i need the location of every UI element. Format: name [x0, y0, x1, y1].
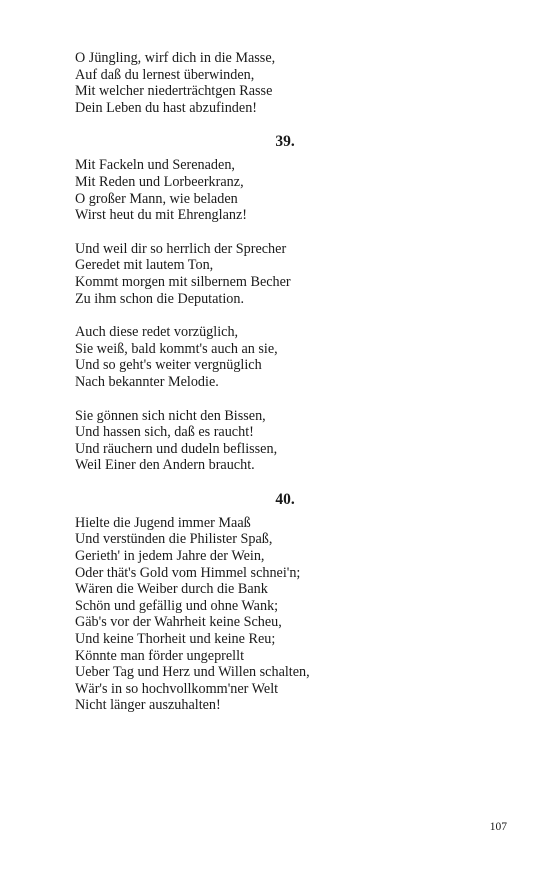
- verse-line: Mit Fackeln und Serenaden,: [75, 157, 235, 174]
- verse-line: Dein Leben du hast abzufinden!: [75, 99, 258, 116]
- verse-line: Auch diese redet vorzüglich,: [75, 324, 239, 341]
- verse-line: Sie gönnen sich nicht den Bissen,: [75, 407, 266, 424]
- verse-line: Wären die Weiber durch die Bank: [75, 581, 268, 598]
- verse-line: Nach bekannter Melodie.: [75, 373, 219, 390]
- verse-line: Schön und gefällig und ohne Wank;: [75, 597, 279, 614]
- stanza: [75, 324, 495, 390]
- verse-line: Und verstünden die Philister Spaß,: [75, 531, 273, 548]
- verse-line: Und so geht's weiter vergnüglich: [75, 357, 262, 374]
- stanza: [75, 157, 495, 223]
- verse-line: Könnte man förder ungeprellt: [75, 647, 245, 664]
- verse-line: Mit Reden und Lorbeerkranz,: [75, 173, 244, 190]
- verse-line: O großer Mann, wie beladen: [75, 190, 238, 207]
- poem-number-heading: 39.: [275, 133, 295, 151]
- verse-line: Oder thät's Gold vom Himmel schnei'n;: [75, 564, 301, 581]
- verse-line: Wär's in so hochvollkomm'ner Welt: [75, 680, 279, 697]
- stanza: [75, 515, 495, 714]
- verse-line: Sie weiß, bald kommt's auch an sie,: [75, 340, 278, 357]
- verse-line: Gerieth' in jedem Jahre der Wein,: [75, 548, 265, 565]
- verse-line: Wirst heut du mit Ehrenglanz!: [75, 207, 247, 224]
- stanza: [75, 50, 495, 116]
- verse-line: Kommt morgen mit silbernem Becher: [75, 273, 291, 290]
- verse-line: Zu ihm schon die Deputation.: [75, 290, 245, 307]
- verse-line: Auf daß du lernest überwinden,: [75, 66, 255, 83]
- verse-line: Geredet mit lautem Ton,: [75, 257, 214, 274]
- verse-line: Und hassen sich, daß es raucht!: [75, 424, 254, 441]
- verse-line: Hielte die Jugend immer Maaß: [75, 514, 251, 531]
- poem-number-heading: 40.: [275, 490, 295, 508]
- verse-line: Gäb's vor der Wahrheit keine Scheu,: [75, 614, 282, 631]
- verse-line: Weil Einer den Andern braucht.: [75, 457, 255, 474]
- verse-line: Nicht länger auszuhalten!: [75, 697, 221, 714]
- stanza: [75, 408, 495, 474]
- page-number: 107: [489, 821, 507, 833]
- verse-line: Ueber Tag und Herz und Willen schalten,: [75, 664, 310, 681]
- verse-line: O Jüngling, wirf dich in die Masse,: [75, 50, 276, 66]
- verse-line: Und keine Thorheit und keine Reu;: [75, 631, 276, 648]
- stanza: [75, 241, 495, 307]
- verse-line: Mit welcher niederträchtgen Rasse: [75, 83, 273, 100]
- verse-line: Und räuchern und dudeln beflissen,: [75, 440, 278, 457]
- verse-line: Und weil dir so herrlich der Sprecher: [75, 240, 287, 257]
- page-body: [75, 50, 495, 714]
